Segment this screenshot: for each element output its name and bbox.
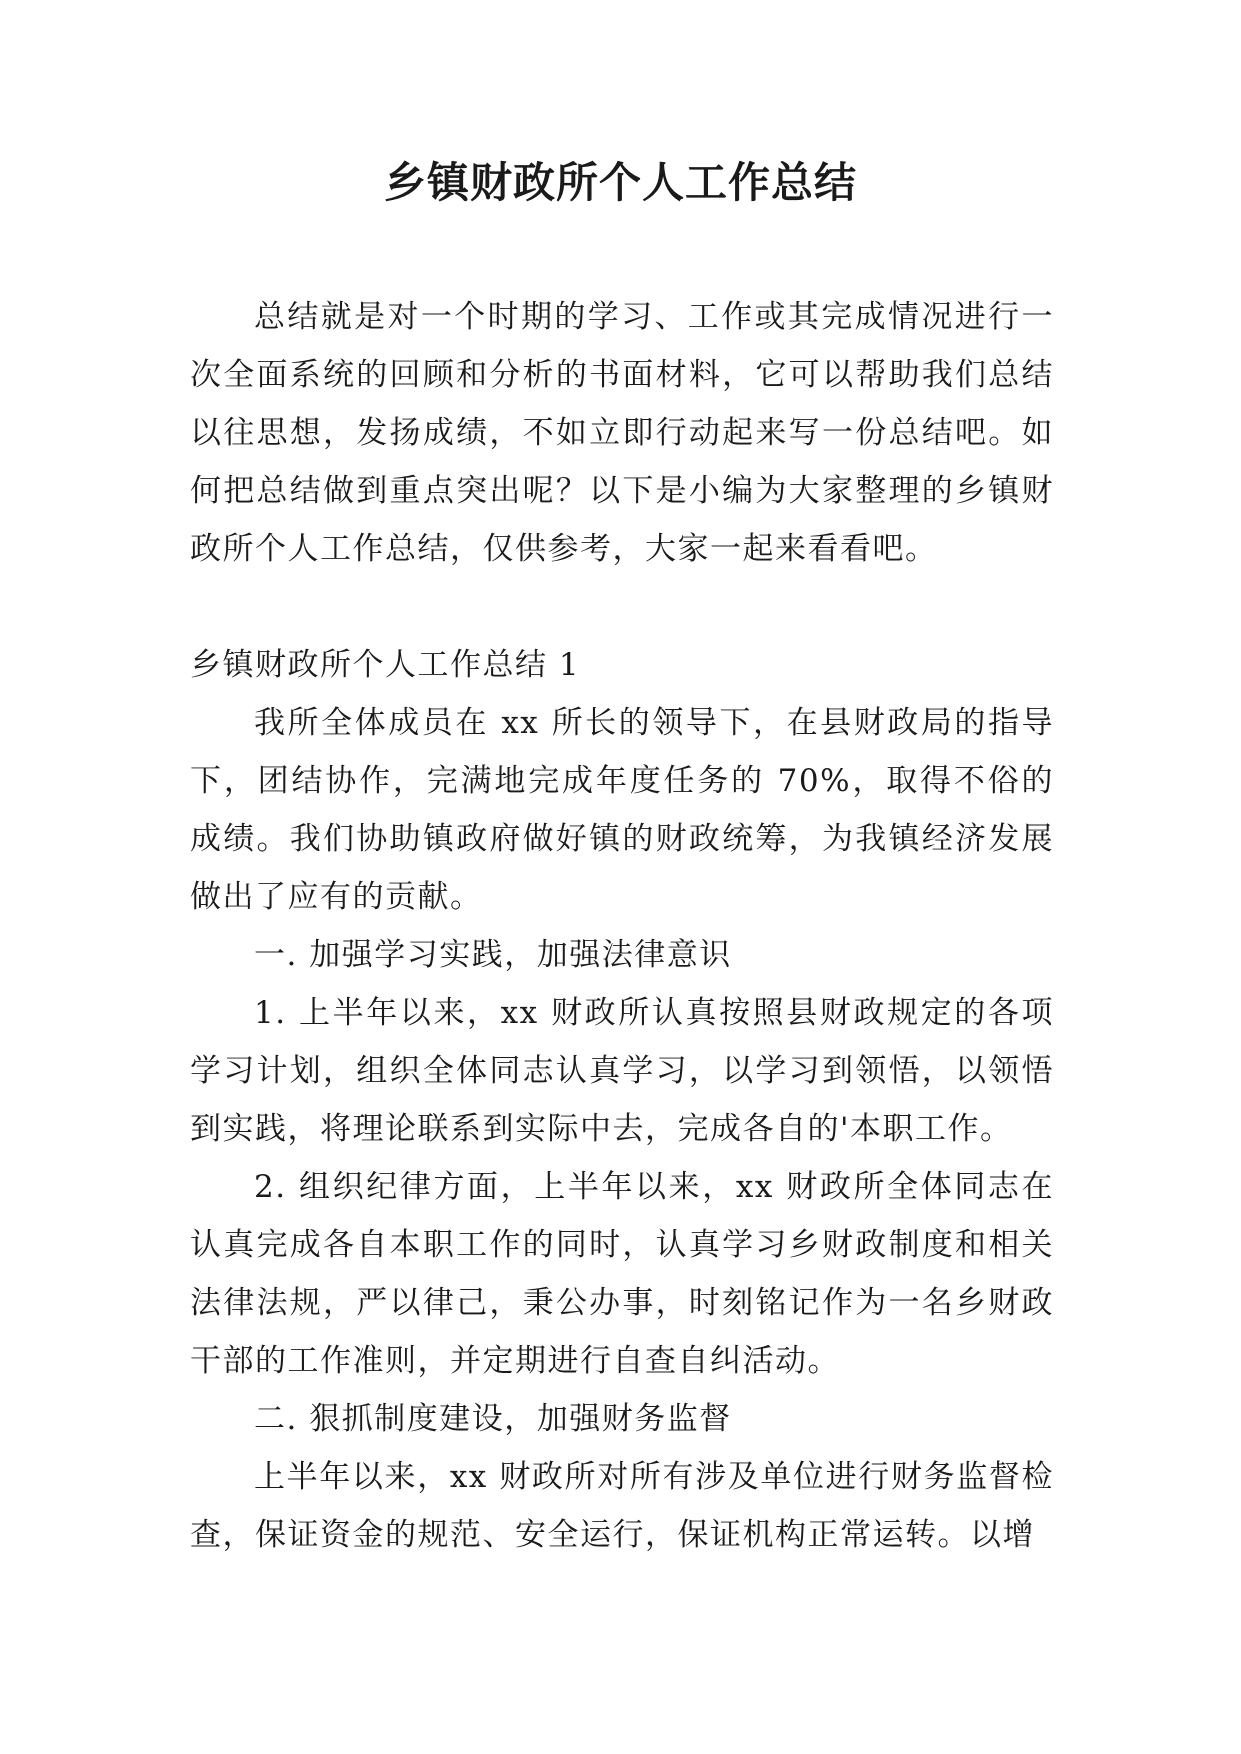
paragraph-gap — [190, 578, 1054, 636]
subheading: 一. 加强学习实践，加强法律意识 — [254, 937, 732, 973]
section-heading: 乡镇财政所个人工作总结 1 — [190, 647, 581, 683]
subheading: 二. 狠抓制度建设，加强财务监督 — [254, 1401, 732, 1437]
body-paragraph: 我所全体成员在 xx 所长的领导下，在县财政局的指导下，团结协作，完满地完成年度任务的 70%，取得不俗的成绩。我们协助镇政府做好镇的财政统筹，为我镇经济发展做出了应有的贡献。 — [190, 705, 1054, 915]
document-title: 乡镇财政所个人工作总结 — [383, 158, 857, 207]
body-paragraph: 上半年以来，xx 财政所对所有涉及单位进行财务监督检查，保证资金的规范、安全运行，保证机构正常运转。以增 — [190, 1459, 1054, 1553]
body-paragraph: 2. 组织纪律方面，上半年以来，xx 财政所全体同志在认真完成各自本职工作的同时，认真学习乡财政制度和相关法律法规，严以律己，秉公办事，时刻铭记作为一名乡财政干部的工作准则，并定期进行自查自纠活动。 — [190, 1169, 1054, 1379]
intro-paragraph: 总结就是对一个时期的学习、工作或其完成情况进行一次全面系统的回顾和分析的书面材料，它可以帮助我们总结以往思想，发扬成绩，不如立即行动起来写一份总结吧。如何把总结做到重点突出呢？以下是小编为大家整理的乡镇财政所个人工作总结，仅供参考，大家一起来看看吧。 — [190, 299, 1054, 567]
document-body — [190, 288, 1054, 1564]
body-paragraph: 1. 上半年以来，xx 财政所认真按照县财政规定的各项学习计划，组织全体同志认真学习，以学习到领悟，以领悟到实践，将理论联系到实际中去，完成各自的'本职工作。 — [190, 995, 1054, 1147]
